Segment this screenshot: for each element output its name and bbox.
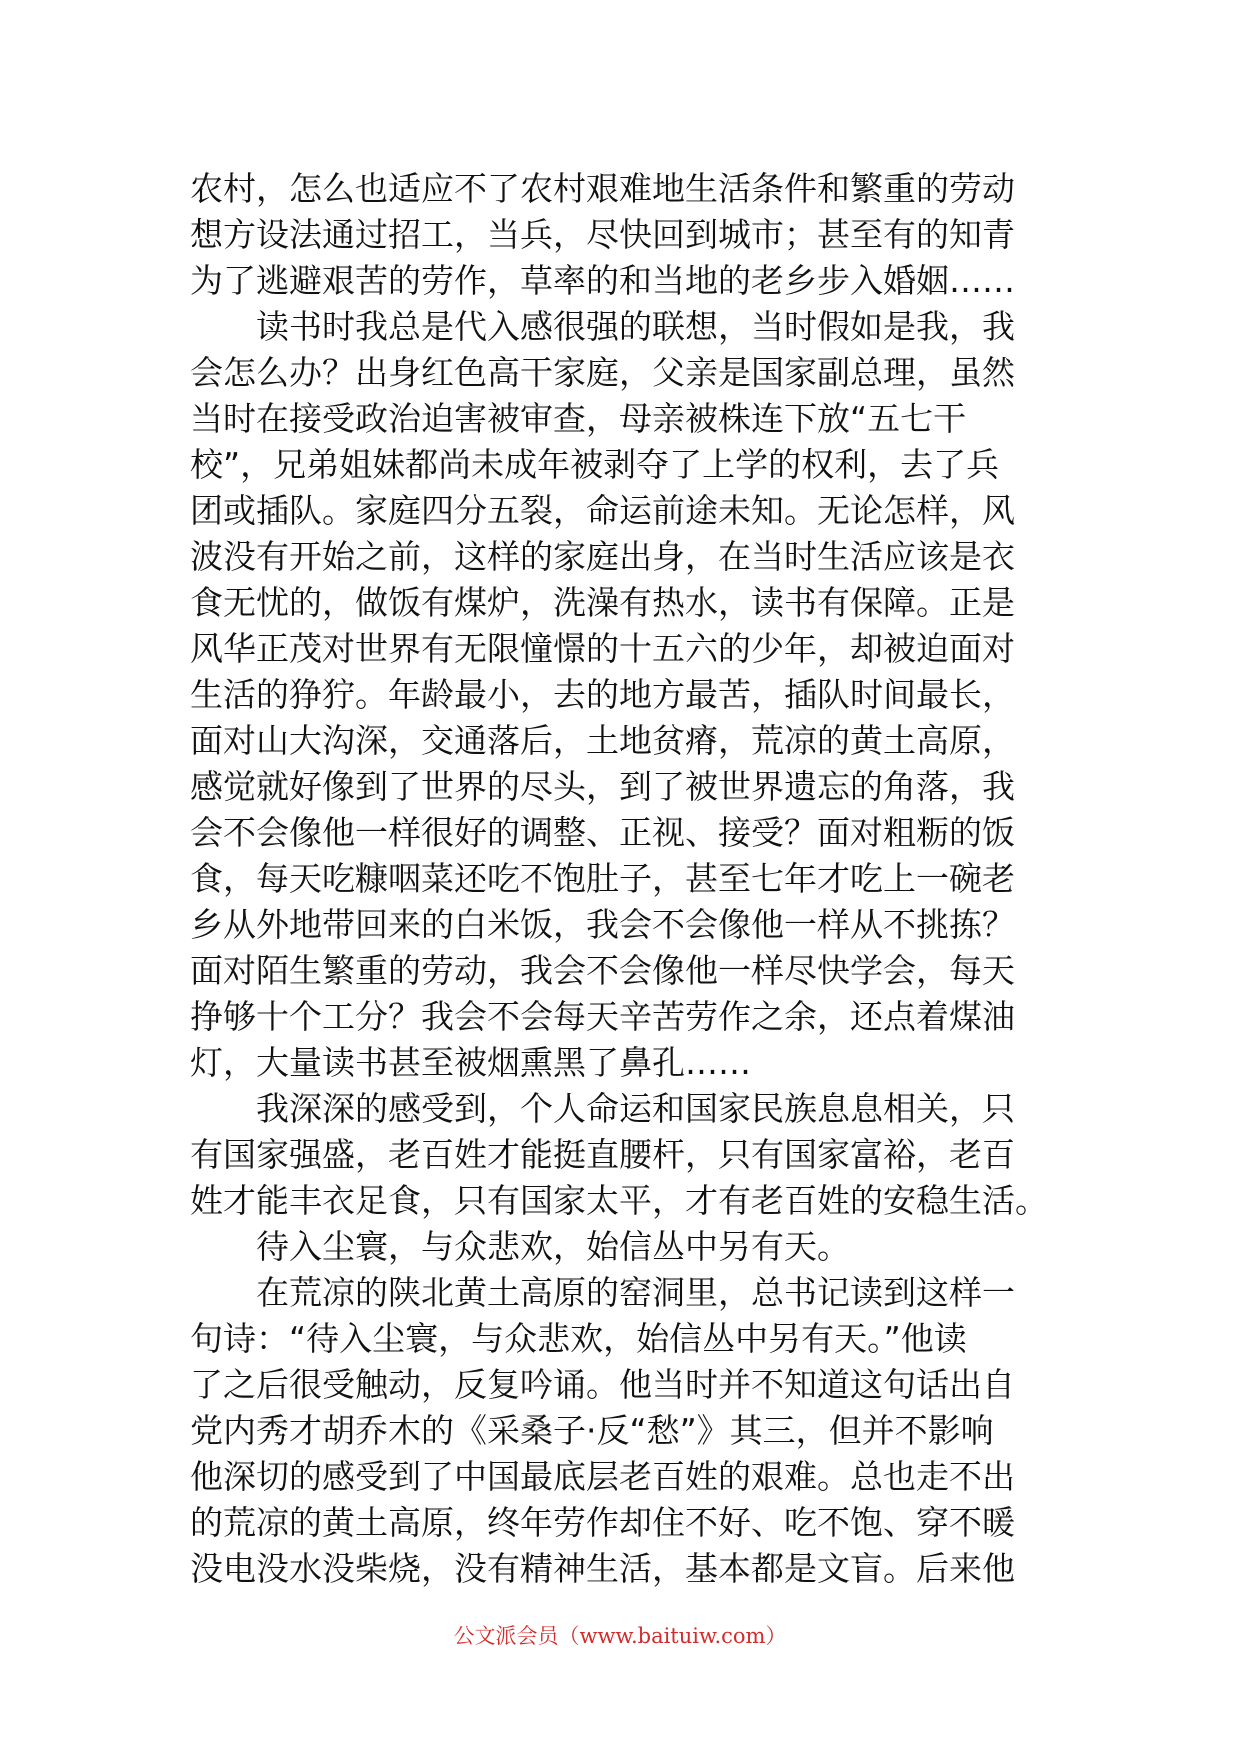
text-line: 波没有开始之前，这样的家庭出身，在当时生活应该是衣 (190, 537, 1015, 576)
text-line: 挣够十个工分？我会不会每天辛苦劳作之余，还点着煤油 (190, 997, 1015, 1036)
paragraph-start-line: 我深深的感受到，个人命运和国家民族息息相关，只 (256, 1089, 1015, 1128)
text-line: 的荒凉的黄土高原，终年劳作却住不好、吃不饱、穿不暖 (190, 1503, 1015, 1542)
text-line: 面对陌生繁重的劳动，我会不会像他一样尽快学会，每天 (190, 951, 1015, 990)
text-line: 没电没水没柴烧，没有精神生活，基本都是文盲。后来他 (190, 1549, 1015, 1588)
text-line: 风华正茂对世界有无限憧憬的十五六的少年，却被迫面对 (190, 629, 1015, 668)
text-line: 食，每天吃糠咽菜还吃不饱肚子，甚至七年才吃上一碗老 (190, 859, 1015, 898)
footer-watermark: 公文派会员（www.baituiw.com） (453, 1624, 787, 1648)
text-line: 团或插队。家庭四分五裂，命运前途未知。无论怎样，风 (190, 491, 1015, 530)
section-heading: 待入尘寰，与众悲欢，始信丛中另有天。 (256, 1227, 850, 1266)
text-line: 党内秀才胡乔木的《采桑子·反“愁”》其三，但并不影响 (190, 1411, 994, 1450)
text-line: 当时在接受政治迫害被审查，母亲被株连下放“五七干 (190, 399, 967, 438)
text-line: 生活的狰狞。年龄最小，去的地方最苦，插队时间最长， (190, 675, 1015, 714)
text-line: 灯，大量读书甚至被烟熏黑了鼻孔…… (190, 1043, 751, 1082)
text-line: 有国家强盛，老百姓才能挺直腰杆，只有国家富裕，老百 (190, 1135, 1015, 1174)
paragraph-start-line: 读书时我总是代入感很强的联想，当时假如是我，我 (256, 307, 1015, 346)
text-line: 句诗：“待入尘寰，与众悲欢，始信丛中另有天。”他读 (190, 1319, 967, 1358)
text-line: 会怎么办？出身红色高干家庭，父亲是国家副总理，虽然 (190, 353, 1015, 392)
text-line: 乡从外地带回来的白米饭，我会不会像他一样从不挑拣？ (190, 905, 1015, 944)
text-line: 想方设法通过招工，当兵，尽快回到城市；甚至有的知青 (190, 215, 1015, 254)
text-line: 食无忧的，做饭有煤炉，洗澡有热水，读书有保障。正是 (190, 583, 1015, 622)
text-line: 姓才能丰衣足食，只有国家太平，才有老百姓的安稳生活。 (190, 1181, 1048, 1220)
text-line: 感觉就好像到了世界的尽头，到了被世界遗忘的角落，我 (190, 767, 1015, 806)
paragraph-start-line: 在荒凉的陕北黄土高原的窑洞里，总书记读到这样一 (256, 1273, 1015, 1312)
body-text (190, 166, 1060, 1592)
text-line: 了之后很受触动，反复吟诵。他当时并不知道这句话出自 (190, 1365, 1015, 1404)
text-line: 面对山大沟深，交通落后，土地贫瘠，荒凉的黄土高原， (190, 721, 1015, 760)
text-line: 会不会像他一样很好的调整、正视、接受？面对粗粝的饭 (190, 813, 1015, 852)
text-line: 农村，怎么也适应不了农村艰难地生活条件和繁重的劳动 (190, 169, 1015, 208)
text-line: 校”，兄弟姐妹都尚未成年被剥夺了上学的权利，去了兵 (190, 445, 1000, 484)
text-line: 为了逃避艰苦的劳作，草率的和当地的老乡步入婚姻…… (190, 261, 1015, 300)
text-line: 他深切的感受到了中国最底层老百姓的艰难。总也走不出 (190, 1457, 1015, 1496)
